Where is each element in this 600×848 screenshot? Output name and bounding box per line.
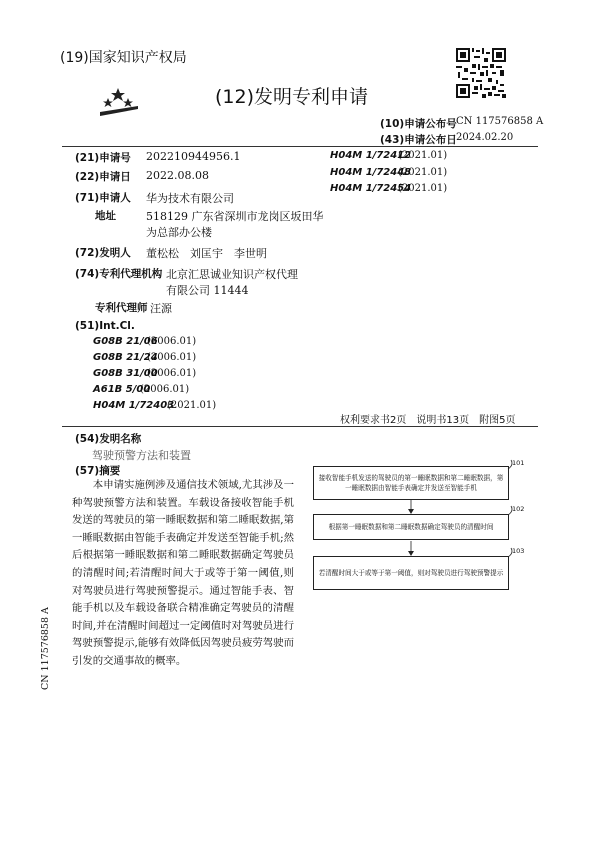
address-line-2: 为总部办公楼 (146, 226, 212, 239)
side-publication-number: CN 117576858 A (40, 607, 51, 690)
right-cl-code: H04M 1/72448 (330, 167, 412, 178)
agency-line-2: 有限公司 11444 (166, 284, 249, 297)
int-cl-code: G08B 21/06 (93, 336, 158, 347)
publication-number: CN 117576858 A (456, 116, 544, 127)
application-date-label: (22)申请日 (75, 171, 131, 183)
document-type-title: (12)发明专利申请 (215, 86, 369, 108)
int-cl-code: G08B 21/24 (93, 352, 158, 363)
applicant-label: (71)申请人 (75, 192, 131, 204)
int-cl-version: (2006.01) (147, 352, 197, 363)
right-cl-code: H04M 1/72454 (330, 183, 412, 194)
int-cl-version: (2006.01) (140, 384, 190, 395)
publication-date: 2024.02.20 (456, 132, 514, 143)
qr-code-icon (456, 48, 506, 98)
publication-date-label: (43)申请公布日 (380, 134, 457, 146)
agent-label: 专利代理师 (95, 302, 148, 314)
agency-line-1: 北京汇思诚业知识产权代理 (166, 268, 298, 281)
flowchart-connectors (300, 455, 530, 600)
abstract-text: 本申请实施例涉及通信技术领域,尤其涉及一种驾驶预警方法和装置。车载设备接收智能手机发送的驾驶员的第一睡眠数据和第二睡眠数据,第一睡眠数据由智能手表确定并发送至智能手机;然后根据第一睡眠数据和第二睡眠数据确定驾驶员的清醒时间;若清醒时间大于或等于第一阈值,则对驾驶员进行驾驶预警提示。通过智能手表、智能手机以及车载设备联合精准确定驾驶员的清醒时间,并在清醒时间超过一定阈值时对驾驶员进行驾驶预警提示,能够有效降低因驾驶员疲劳驾驶而引发的交通事故的概率。 (72, 479, 294, 667)
int-cl-version: (2006.01) (147, 368, 197, 379)
applicant: 华为技术有限公司 (146, 192, 234, 205)
address-label: 地址 (95, 210, 116, 222)
invention-title: 驾驶预警方法和装置 (92, 449, 191, 462)
office-name: (19)国家知识产权局 (60, 50, 187, 66)
int-cl-version: (2006.01) (147, 336, 197, 347)
application-number: 202210944956.1 (146, 150, 241, 163)
agent: 汪源 (150, 302, 172, 315)
application-date: 2022.08.08 (146, 169, 209, 182)
title-label: (54)发明名称 (75, 433, 142, 445)
int-cl-code: H04M 1/72403 (93, 400, 175, 411)
flow-step-text: 接收智能手机发送的驾驶员的第一睡眠数据和第二睡眠数据，第一睡眠数据由智能手表确定并发送至智能手机 (318, 474, 504, 492)
application-number-label: (21)申请号 (75, 152, 131, 164)
flow-step-id: 101 (512, 459, 525, 467)
right-cl-version: (2021.01) (398, 183, 448, 194)
int-cl-version: (2021.01) (167, 400, 217, 411)
right-cl-code: H04M 1/72412 (330, 150, 412, 161)
right-cl-version: (2021.01) (398, 167, 448, 178)
pages-info: 权利要求书2页 说明书13页 附图5页 (340, 415, 516, 426)
abstract-label: (57)摘要 (75, 465, 121, 477)
publication-number-label: (10)申请公布号 (380, 118, 457, 130)
int-cl-code: A61B 5/00 (93, 384, 151, 395)
int-cl-label: (51)Int.Cl. (75, 320, 135, 332)
flow-step-text: 根据第一睡眠数据和第二睡眠数据确定驾驶员的清醒时间 (328, 523, 494, 531)
right-cl-version: (2021.01) (398, 150, 448, 161)
cnipa-logo-icon (98, 86, 140, 118)
flow-step-id: 102 (512, 505, 525, 513)
flow-step-id: 103 (512, 547, 525, 555)
int-cl-code: G08B 31/00 (93, 368, 158, 379)
biblio-divider (62, 426, 538, 427)
header-divider (62, 146, 538, 147)
inventors: 董松松 刘匡宇 李世明 (146, 247, 267, 260)
inventor-label: (72)发明人 (75, 247, 131, 259)
address-line-1: 518129 广东省深圳市龙岗区坂田华 (146, 210, 324, 223)
flow-step-text: 若清醒时间大于或等于第一阈值，则对驾驶员进行驾驶预警提示 (318, 569, 504, 577)
agency-label: (74)专利代理机构 (75, 268, 163, 280)
